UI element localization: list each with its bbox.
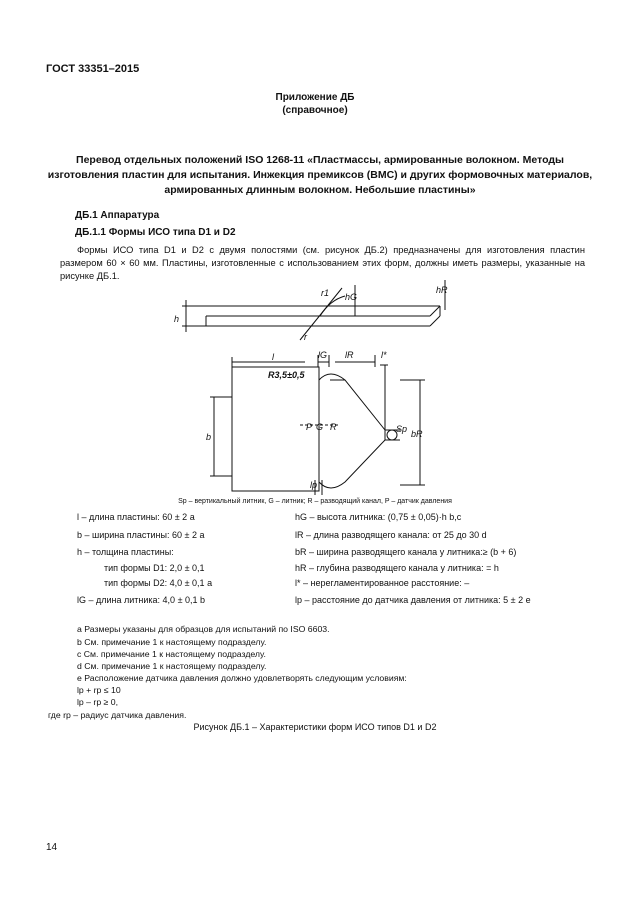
appendix-subtitle: (справочное) [282,105,348,116]
legend-right-3: hR – глубина разводящего канала у литника: = h [295,563,499,573]
side-view-plate [182,280,445,340]
footnote-e: e Расположение датчика давления должно удовлетворять следующим условиям: [77,673,407,683]
footnote-c: c См. примечание 1 к настоящему подразделу. [77,649,266,659]
legend-right-1: lR – длина разводящего канала: от 25 до 30 d [295,530,487,540]
label-b: b [206,432,212,442]
label-hG: hG [345,292,358,302]
section-heading-db1: ДБ.1 Аппаратура [75,210,160,221]
condition-1: lp + rp ≤ 10 [77,685,121,695]
figure-title: Рисунок ДБ.1 – Характеристики форм ИСО типов D1 и D2 [193,722,437,732]
label-lR: lR [345,350,354,360]
label-lG: lG [318,350,327,360]
label-bR: bR [411,429,423,439]
document-header: ГОСТ 33351–2015 [46,63,140,75]
footnote-a: a Размеры указаны для образцов для испытаний по ISO 6603. [77,624,330,634]
legend-right-0: hG – высота литника: (0,75 ± 0,05)·h b,c [295,512,462,522]
legend-left-4: тип формы D2: 4,0 ± 0,1 a [104,578,213,588]
label-P: P [306,422,313,432]
footnote-b: b См. примечание 1 к настоящему подразделу. [77,637,267,647]
label-lp: lp [310,480,318,490]
legend-right-5: lp – расстояние до датчика давления от литника: 5 ± 2 e [295,595,531,605]
legend-right-2: bR – ширина разводящего канала у литника:≥ (b + 6) [295,547,517,557]
appendix-title: Приложение ДБ [275,92,355,103]
radius-definition: где rp – радиус датчика давления. [48,710,187,720]
body-paragraph: Формы ИСО типа D1 и D2 с двумя полостями (см. рисунок ДБ.2) предназначены для изготовления пластин размером 60 × 60 мм. Пластины, изготовленные с использованием этих форм, должны иметь размеры, указанные на рисунке ДБ.1. [60,245,585,281]
label-radius: R3,5±0,5 [268,370,305,380]
main-title: Перевод отдельных положений ISO 1268-11 «Пластмассы, армированные волокном. Методы изготовления пластин для испытания. Инжекция премиксов (ВМС) и других формовочных материалов, армированных длинным волокном. Небольшие пластины» [47,154,593,196]
label-R-channel: R [330,422,337,432]
page-number: 14 [46,842,58,853]
label-l: l [272,352,274,362]
legend-left-5: lG – длина литника: 4,0 ± 0,1 b [77,595,206,605]
section-heading-db11: ДБ.1.1 Формы ИСО типа D1 и D2 [75,227,236,238]
legend-right-4: l* – нерегламентированное расстояние: – [295,578,470,588]
label-r: r [304,332,307,342]
label-Sp: Sp [396,424,408,434]
label-lstar: l* [381,350,387,360]
condition-2: lp – rp ≥ 0, [77,697,118,707]
legend-left-3: тип формы D1: 2,0 ± 0,1 [104,563,205,573]
footnote-d: d См. примечание 1 к настоящему подразделу. [77,661,267,671]
label-r1: r1 [321,288,330,298]
legend-left-2: h – толщина пластины: [77,547,174,557]
label-h: h [174,314,180,324]
legend-left-1: b – ширина пластины: 60 ± 2 a [77,530,205,540]
label-hR: hR [436,285,448,295]
label-G: G [316,422,324,432]
figure-caption-abbrev: Sp – вертикальный литник, G – литник; R – разводящий канал, P – датчик давления [178,498,452,505]
legend-left-0: l – длина пластины: 60 ± 2 a [77,512,195,522]
